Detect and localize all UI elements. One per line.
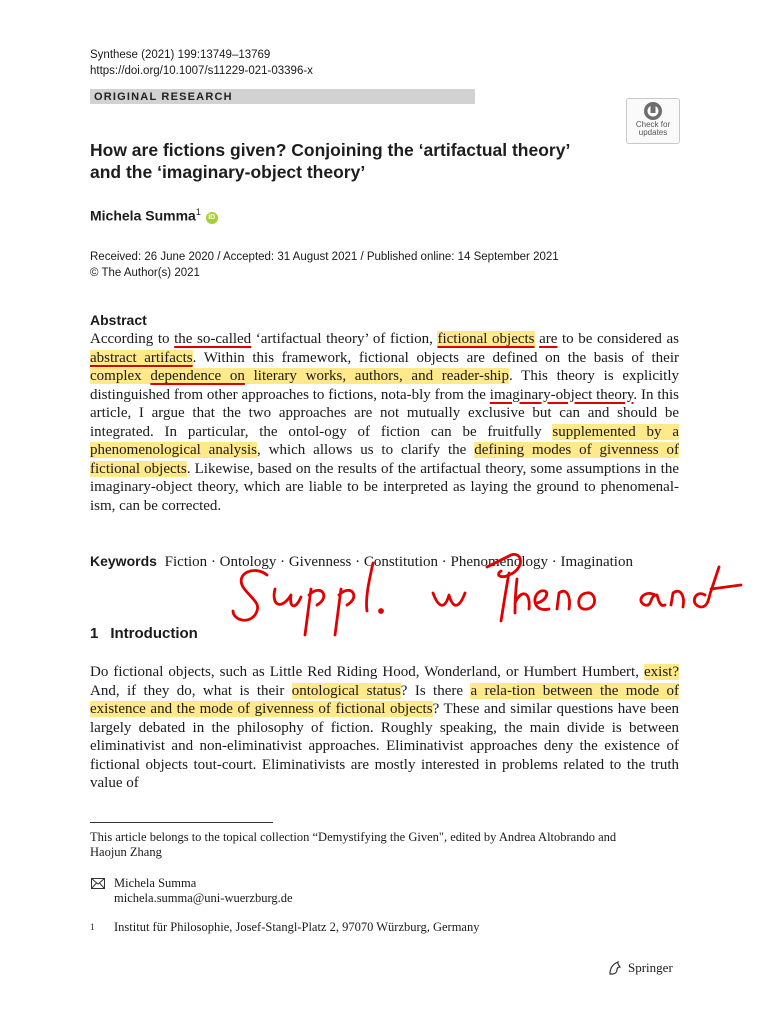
highlighted-phrase: supplemented by a phenomenological analysis	[90, 423, 679, 458]
ink-stroke	[305, 589, 324, 635]
introduction-text	[90, 663, 679, 793]
highlighted-phrase: abstract artifacts	[90, 349, 193, 366]
text-run: Do fictional objects, such as Little Red Riding Hood, Wonderland, or Humbert Humbert,	[90, 664, 644, 680]
highlighted-phrase: dependence on	[150, 368, 245, 384]
highlighted-phrase: literary works, authors, and reader-ship	[244, 368, 509, 384]
ink-stroke	[366, 563, 373, 611]
correspondence	[90, 876, 293, 906]
publisher-name: Springer	[628, 960, 673, 975]
text-run: , which allows us to clarify the	[257, 442, 475, 458]
copyright-line: © The Author(s) 2021	[90, 267, 200, 279]
author-affiliation-mark: 1	[195, 207, 201, 217]
text-run: ? These and similar questions have been largely debated in the philosophy of fiction. Roughly speaking, the main divide is between eliminativist and non-eliminativist approaches. Eliminativist approaches deny the existence of fictional objects tout-court. Eliminativists are mostly interested in problems related to the truth value of	[90, 701, 679, 791]
text-run: to be considered as	[557, 331, 680, 347]
text-run: . This theory is explicitly distinguished from other approaches to fictions, nota-bly from the	[90, 368, 679, 403]
text-run: ? Is there	[400, 682, 471, 699]
underlined-phrase: are	[539, 331, 558, 347]
ink-stroke	[641, 593, 665, 605]
ink-stroke	[557, 591, 570, 609]
section-number: 1	[90, 625, 99, 642]
dates-line: Received: 26 June 2020 / Accepted: 31 August 2021 / Published online: 14 September 2021	[90, 251, 559, 263]
collection-footnote: This article belongs to the topical collection “Demystifying the Given", edited by Andrea Altobrando and Haojun Zhang	[90, 830, 617, 859]
section-heading-introduction	[90, 625, 198, 642]
handwritten-annotation	[225, 545, 755, 635]
affiliation-text: Institut für Philosophie, Josef-Stangl-Platz 2, 97070 Würzburg, Germany	[114, 920, 480, 934]
text-run: According to	[90, 331, 175, 347]
text-run: . In this article, I argue that the two approaches are not mutually exclusive but can and should be integrated. In particular, the ontol-ogy of fiction can be fruitfully	[90, 386, 679, 440]
correspondence-details	[114, 876, 293, 906]
text-run: And, if they do, what is their	[90, 682, 292, 699]
affiliation-number: 1	[90, 922, 95, 932]
ink-stroke	[515, 579, 529, 613]
highlighted-phrase: fictional objects	[437, 331, 535, 347]
springer-horse-icon	[607, 960, 623, 976]
article-title	[90, 139, 630, 183]
section-label: ORIGINAL RESEARCH	[94, 91, 233, 103]
underlined-phrase: the so-called	[174, 331, 252, 347]
ink-dot	[380, 610, 383, 613]
underlined-phrase: imaginary-object theory	[489, 386, 634, 403]
ink-stroke	[433, 593, 465, 605]
affiliation	[90, 920, 479, 935]
ink-stroke	[579, 593, 595, 609]
title-line: How are fictions given? Conjoining the ‘artifactual theory’	[90, 140, 571, 160]
publication-dates	[90, 249, 559, 281]
ink-stroke	[274, 589, 301, 606]
author-line	[90, 207, 218, 224]
ink-stroke	[535, 591, 549, 610]
orcid-icon[interactable]: iD	[206, 212, 218, 224]
highlighted-phrase: a rela-tion between the mode of existence and the mode of givenness of fictional objects	[90, 682, 679, 717]
author-name[interactable]: Michela Summa	[90, 207, 196, 224]
check-updates-label: Check for updates	[635, 120, 671, 137]
text-run: . Within this framework, fictional objects are defined on the basis of their	[192, 349, 679, 366]
highlighted-phrase: exist?	[644, 664, 679, 680]
ink-stroke	[694, 567, 719, 607]
keywords-list: Fiction · Ontology · Givenness · Constitution · Phenomenology · Imagination	[164, 554, 633, 570]
ink-stroke	[233, 571, 267, 621]
correspondent-email[interactable]: michela.summa@uni-wuerzburg.de	[114, 891, 293, 905]
journal-citation	[90, 47, 313, 79]
abstract-text	[90, 330, 679, 515]
publisher-logo	[607, 960, 673, 976]
highlighted-phrase: defining modes of givenness of fictional objects	[90, 442, 679, 477]
highlighted-phrase: ontological status	[291, 682, 401, 699]
ink-stroke	[711, 585, 741, 589]
title-line: and the ‘imaginary-object theory’	[90, 162, 366, 182]
journal-line: Synthese (2021) 199:13749–13769	[90, 49, 271, 61]
section-title: Introduction	[110, 625, 198, 642]
ink-stroke	[335, 589, 354, 635]
doi-link[interactable]: https://doi.org/10.1007/s11229-021-03396-x	[90, 65, 313, 77]
envelope-icon	[90, 878, 108, 890]
text-run: . Likewise, based on the results of the artifactual theory, some assumptions in the imaginary-object theory, which are liable to be interpreted as laying the ground to phenomenal-ism, can be corrected.	[90, 460, 680, 514]
check-for-updates-badge[interactable]	[626, 98, 680, 144]
correspondent-name: Michela Summa	[114, 876, 197, 890]
highlighted-phrase: complex	[90, 368, 151, 384]
text-run: ‘artifactual theory’ of fiction,	[251, 331, 438, 347]
correspondence-row	[90, 876, 293, 906]
section-bar	[90, 89, 475, 104]
ink-stroke	[671, 591, 684, 607]
keywords-label: Keywords	[90, 553, 157, 569]
abstract-heading: Abstract	[90, 312, 147, 328]
check-updates-icon	[643, 101, 663, 121]
footnote-divider	[90, 822, 273, 823]
